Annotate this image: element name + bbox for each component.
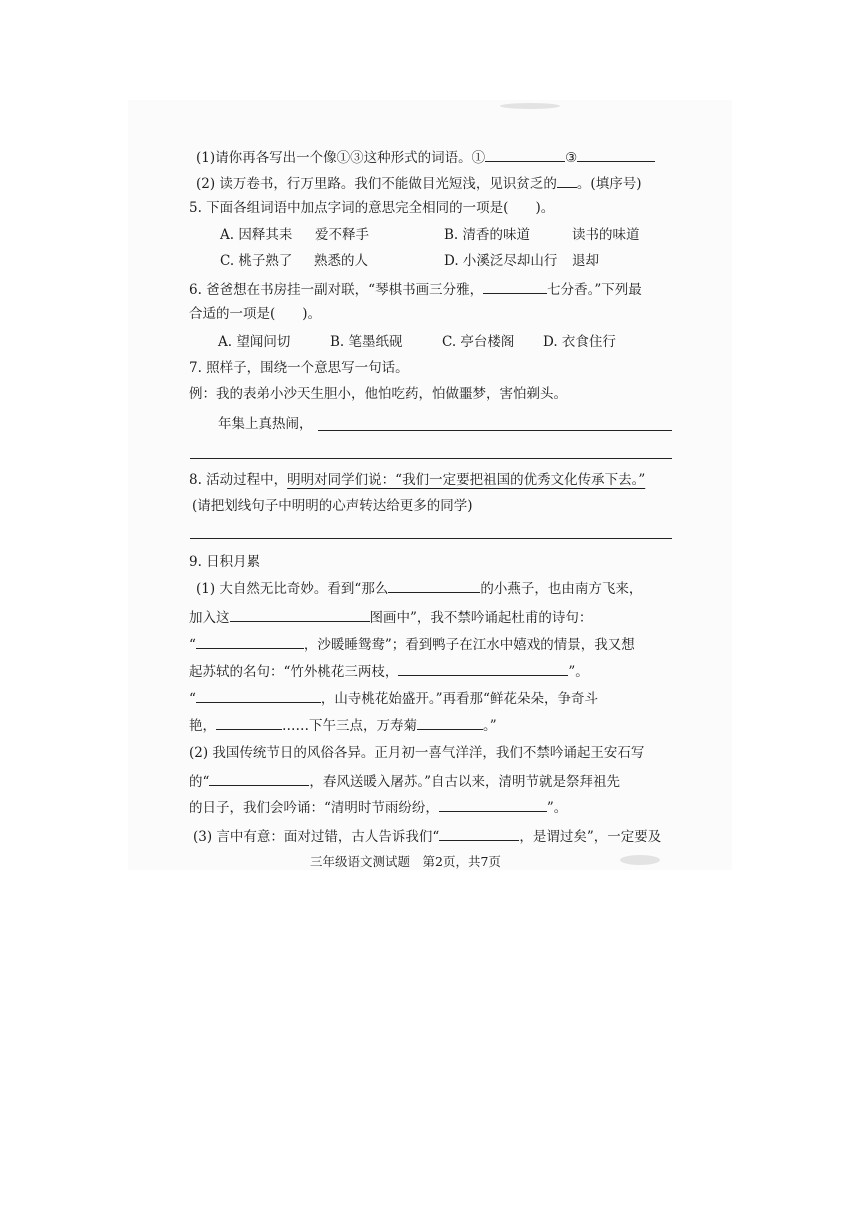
- answer-blank[interactable]: [196, 634, 304, 649]
- q9-p2-line1: (2) 我国传统节日的风俗各异。正月初一喜气洋洋，我们不禁吟诵起王安石写: [189, 745, 645, 761]
- q9-p2-line2: 的“ ，春风送暖入屠苏。”自古以来，清明节就是祭拜祖先: [189, 771, 620, 792]
- answer-blank[interactable]: [483, 279, 547, 294]
- q9-p2-line3: 的日子，我们会吟诵：“清明时节雨纷纷， ”。: [189, 797, 567, 818]
- q5-option-c1[interactable]: C. 桃子熟了: [220, 253, 293, 269]
- q7-stem: 7. 照样子，围绕一个意思写一句话。: [189, 360, 409, 376]
- answer-blank[interactable]: [209, 771, 309, 786]
- scan-smudge: [500, 103, 560, 109]
- answer-blank[interactable]: [388, 578, 480, 593]
- answer-blank[interactable]: [417, 715, 483, 730]
- q6-option-c[interactable]: C. 亭台楼阁: [442, 334, 515, 350]
- q9-p1-line5: “ ，山寺桃花始盛开。”再看那“鲜花朵朵，争奇斗: [189, 688, 598, 709]
- answer-blank[interactable]: [439, 826, 519, 841]
- q6-option-b[interactable]: B. 笔墨纸砚: [330, 334, 403, 350]
- answer-blank[interactable]: [216, 715, 282, 730]
- q5-option-a2: 爱不释手: [315, 227, 369, 243]
- q9-p1-line6: 艳， ……下午三点，万寿菊 。”: [189, 715, 497, 736]
- q5-option-b1[interactable]: B. 清香的味道: [444, 227, 531, 243]
- answer-line[interactable]: [190, 538, 672, 539]
- q5-option-a1[interactable]: A. 因释其耒: [220, 227, 293, 243]
- answer-line[interactable]: [190, 458, 672, 459]
- answer-blank[interactable]: [230, 607, 370, 622]
- answer-blank[interactable]: [398, 661, 568, 676]
- q5-option-d1[interactable]: D. 小溪泛尽却山行: [444, 253, 558, 269]
- answer-blank[interactable]: [485, 147, 565, 162]
- answer-blank[interactable]: [577, 147, 655, 162]
- q9-p1-line3: “ ，沙暖睡鸳鸯”；看到鸭子在江水中嬉戏的情景，我又想: [189, 634, 635, 655]
- q5-option-b2: 读书的味道: [572, 227, 640, 243]
- q6-stem-cont: 合适的一项是( )。: [189, 306, 322, 322]
- q6-option-d[interactable]: D. 衣食住行: [543, 334, 616, 350]
- q7-example: 例：我的表弟小沙天生胆小，他怕吃药，怕做噩梦，害怕剃头。: [189, 386, 567, 402]
- q4-sub1: (1)请你再各写出一个像①③这种形式的词语。① ③: [196, 147, 655, 168]
- q9-p1-line2: 加入这 图画中”，我不禁吟诵起杜甫的诗句：: [189, 607, 592, 628]
- answer-blank[interactable]: [196, 688, 321, 703]
- underlined-sentence: 明明对同学们说：“我们一定要把祖国的优秀文化传承下去。”: [287, 472, 646, 488]
- scan-smudge: [620, 855, 660, 865]
- q9-title: 9. 日积月累: [189, 554, 261, 570]
- q8-note: (请把划线句子中明明的心声转达给更多的同学): [192, 498, 473, 514]
- answer-blank[interactable]: [439, 797, 547, 812]
- q6-stem: 6. 爸爸想在书房挂一副对联，“琴棋书画三分雅， 七分香。”下列最: [189, 279, 642, 300]
- q9-p1-line1: (1) 大自然无比奇妙。看到“那么 的小燕子，也由南方飞来，: [196, 578, 642, 599]
- q7-prompt: 年集上真热闹，: [218, 416, 313, 432]
- page-footer: 三年级语文测试题 第2页，共7页: [310, 854, 501, 869]
- q4-sub2: (2) 读万卷书，行万里路。我们不能做目光短浅，见识贫乏的 。(填序号): [196, 173, 641, 194]
- q5-stem: 5. 下面各组词语中加点字词的意思完全相同的一项是( )。: [189, 200, 555, 216]
- q6-option-a[interactable]: A. 望闻问切: [218, 334, 291, 350]
- answer-blank[interactable]: [557, 173, 577, 188]
- answer-line[interactable]: [318, 430, 672, 431]
- q8-stem: 8. 活动过程中，明明对同学们说：“我们一定要把祖国的优秀文化传承下去。”: [189, 472, 646, 488]
- q5-option-c2: 熟悉的人: [314, 253, 368, 269]
- q5-option-d2: 退却: [572, 253, 599, 269]
- q9-p3-line1: (3) 言中有意：面对过错，古人告诉我们“ ，是谓过矣”，一定要及: [193, 826, 661, 847]
- q9-p1-line4: 起苏轼的名句：“竹外桃花三两枝， ”。: [189, 661, 589, 682]
